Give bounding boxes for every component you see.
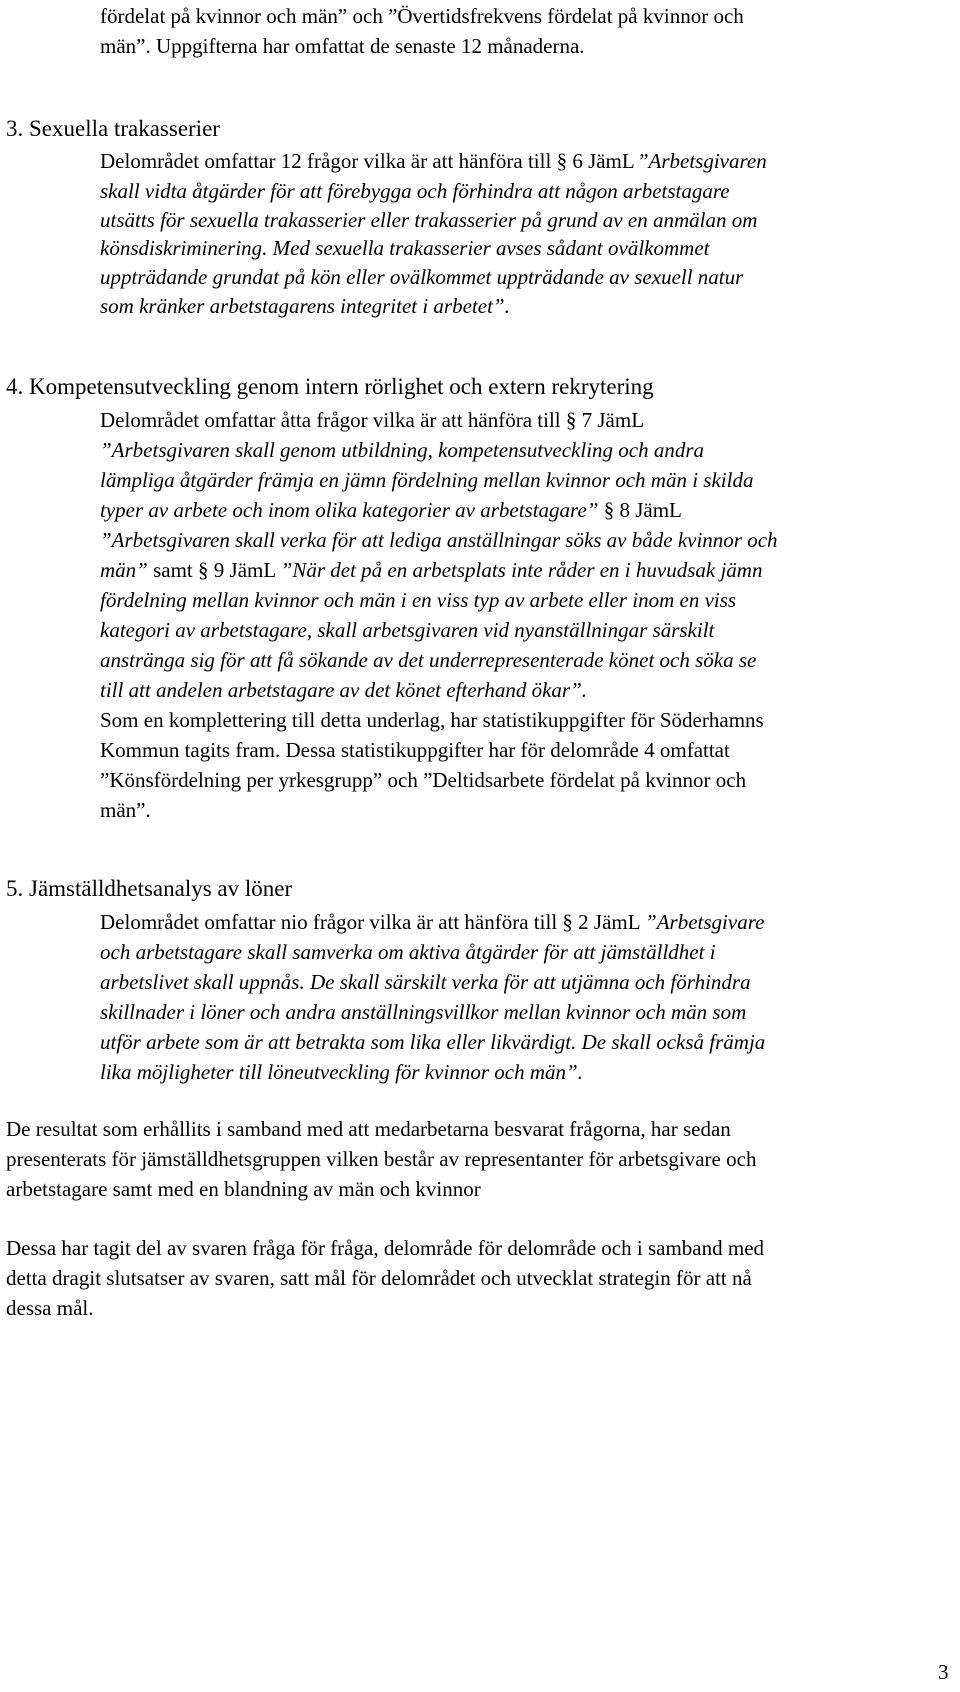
text-span-italic: till att andelen arbetstagare av det könet efterhand ökar”. [100,678,588,702]
paragraph-line [100,530,778,551]
text-span: Delområdet omfattar nio frågor vilka är att hänföra till § 2 JämL [100,910,646,934]
text-span-italic: och arbetstagare skall samverka om aktiva åtgärder för att jämställdhet i [100,940,716,964]
text-span-italic: lika möjligheter till löneutveckling för kvinnor och män”. [100,1060,583,1084]
text-span: Delområdet omfattar 12 frågor vilka är att hänföra till § 6 JämL ” [100,149,649,173]
paragraph-line [100,650,756,671]
section-heading-3: 3. Sexuella trakasserier [6,116,220,141]
text-span: § 8 JämL [598,498,682,522]
text-span-italic: skillnader i löner och andra anställningsvillkor mellan kvinnor och män som [100,1000,747,1024]
paragraph-line [100,267,743,288]
text-span-italic: lämpliga åtgärder främja en jämn fördelning mellan kvinnor och män i skilda [100,468,754,492]
paragraph-line: Kommun tagits fram. Dessa statistikuppgifter har för delområde 4 omfattat [100,738,730,762]
text-span-italic: Arbetsgivaren [648,149,767,173]
text-span-italic: kategori av arbetstagare, skall arbetsgivaren vid nyanställningar särskilt [100,618,715,642]
paragraph-line: De resultat som erhållits i samband med att medarbetarna besvarat frågorna, har sedan [6,1117,731,1141]
paragraph-line: Dessa har tagit del av svaren fråga för fråga, delområde för delområde och i samband med [6,1236,765,1260]
paragraph-line: dessa mål. [6,1296,94,1320]
text-span-italic: ”Arbetsgivaren skall verka för att lediga anställningar söks av både kvinnor och [100,528,778,552]
paragraph-line [100,912,764,933]
paragraph-line [100,1002,746,1023]
text-span-italic: skall vidta åtgärder för att förebygga och förhindra att någon arbetstagare [100,179,730,203]
section-heading-5: 5. Jämställdhetsanalys av löner [6,876,293,901]
paragraph-line: ”Könsfördelning per yrkesgrupp” och ”Deltidsarbete fördelat på kvinnor och [100,768,747,792]
page-number: 3 [938,1660,949,1684]
paragraph-line: Som en komplettering till detta underlag, har statistikuppgifter för Söderhamns [100,708,764,732]
intro-line: män”. Uppgifterna har omfattat de senaste 12 månaderna. [100,34,585,58]
text-span-italic: utför arbete som är att betrakta som lika eller likvärdigt. De skall också främja [100,1030,766,1054]
paragraph-line [100,500,682,521]
text-span-italic: utsätts för sexuella trakasserier eller trakasserier på grund av en anmälan om [100,208,758,232]
paragraph-line: Delområdet omfattar åtta frågor vilka är att hänföra till § 7 JämL [100,408,645,432]
paragraph-line: presenterats för jämställdhetsgruppen vilken består av representanter för arbetsgivare och [6,1147,757,1171]
text-span-italic: arbetslivet skall uppnås. De skall särskilt verka för att utjämna och förhindra [100,970,751,994]
text-span-italic: ”Arbetsgivaren skall genom utbildning, kompetensutveckling och andra [100,438,705,462]
text-span-italic: ”När det på en arbetsplats inte råder en i huvudsak jämn [280,558,763,582]
text-span-italic: typer av arbete och inom olika kategorier av arbetstagare” [100,498,599,522]
text-span-italic: fördelning mellan kvinnor och män i en viss typ av arbete eller inom en viss [100,588,737,612]
paragraph-line [100,470,753,491]
paragraph-line [100,590,736,611]
paragraph-line [100,1062,583,1083]
text-span-italic: anstränga sig för att få sökande av det underrepresenterade könet och söka se [100,648,757,672]
text-span: samt § 9 JämL [147,558,281,582]
text-span-italic: män” [100,558,148,582]
paragraph-line: detta dragit slutsatser av svaren, satt mål för delområdet och utvecklat strategin för att nå [6,1266,752,1290]
intro-line: fördelat på kvinnor och män” och ”Övertidsfrekvens fördelat på kvinnor och [100,4,744,28]
paragraph-line [100,296,510,317]
paragraph-line [100,181,730,202]
paragraph-line [100,560,762,581]
paragraph-line [100,151,767,172]
paragraph-line [100,440,704,461]
paragraph-line [100,942,716,963]
paragraph-line [100,680,587,701]
section-heading-4: 4. Kompetensutveckling genom intern rörlighet och extern rekrytering [6,374,654,399]
text-span-italic: uppträdande grundat på kön eller ovälkommet uppträdande av sexuell natur [100,265,744,289]
paragraph-line [100,972,751,993]
text-span-italic: ”Arbetsgivare [645,910,765,934]
paragraph-line [100,210,757,231]
paragraph-line [100,620,714,641]
paragraph-line [100,1032,765,1053]
paragraph-line: arbetstagare samt med en blandning av män och kvinnor [6,1177,481,1201]
paragraph-line: män”. [100,798,151,822]
text-span-italic: som kränker arbetstagarens integritet i arbetet”. [100,294,510,318]
paragraph-line [100,238,709,259]
text-span-italic: könsdiskriminering. Med sexuella trakasserier avses sådant ovälkommet [100,236,710,260]
